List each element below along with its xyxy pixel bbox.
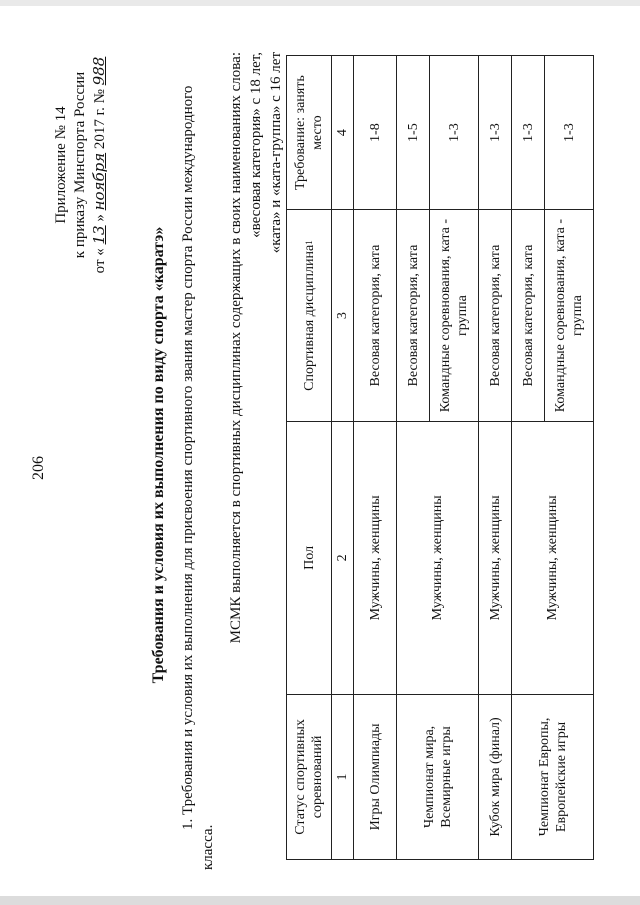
cell-status: Кубок мира (финал) [479, 694, 512, 859]
conditions-line2: «весовая категория» с 18 лет, [248, 52, 264, 238]
column-number: 2 [332, 421, 354, 694]
cell-sex: Мужчины, женщины [512, 421, 594, 694]
appendix-line1: Приложение № 14 [53, 106, 69, 224]
cell-place: 1-8 [354, 56, 397, 210]
table-row [397, 56, 430, 860]
conditions-line1: МСМК выполняется в спортивных дисциплинах содержащих в своих наименованиях слова: [228, 52, 244, 644]
cell-discipline: Командные соревнования, ката - группа [430, 210, 479, 422]
cell-sex: Мужчины, женщины [354, 421, 397, 694]
handwritten-number: 988 [90, 56, 108, 86]
cell-status: Чемпионат Европы, Европейские игры [512, 694, 594, 859]
cell-place: 1-3 [512, 56, 545, 210]
requirements-table [286, 55, 594, 860]
table-header-row [287, 56, 332, 860]
date-year: 2017 г. № [92, 89, 108, 150]
paragraph-msmk-conditions [226, 52, 286, 870]
date-prefix: от « [92, 248, 108, 274]
conditions-line3: «ката» и «ката-группа» с 16 лет [268, 52, 284, 254]
cell-sex: Мужчины, женщины [397, 421, 479, 694]
document-title: Требования и условия их выполнения по виду спорта «каратэ» [150, 226, 167, 684]
appendix-line2: к приказу Минспорта России [72, 71, 88, 259]
handwritten-month: ноября [90, 152, 108, 211]
cell-discipline: Командные соревнования, ката - группа [545, 210, 594, 422]
table-row [479, 56, 512, 860]
header-discipline [287, 210, 332, 422]
column-number: 1 [332, 694, 354, 859]
cell-discipline: Весовая категория, ката [512, 210, 545, 422]
cell-discipline: Весовая категория, ката [397, 210, 430, 422]
cell-sex: Мужчины, женщины [479, 421, 512, 694]
cell-place: 1-3 [479, 56, 512, 210]
column-number: 3 [332, 210, 354, 422]
cell-discipline: Весовая категория, ката [354, 210, 397, 422]
appendix-block [52, 30, 110, 300]
page-number: 206 [30, 456, 47, 480]
header-discipline-text: Спортивная дисциплина [301, 244, 317, 391]
table-row [354, 56, 397, 860]
cell-discipline: Весовая категория, ката [479, 210, 512, 422]
rotated-content [30, 40, 590, 870]
scan-edge-bottom [0, 896, 640, 905]
cell-status: Чемпионат мира, Всемирные игры [397, 694, 479, 859]
footnote-mark: 1 [303, 240, 314, 245]
date-mid: » [92, 214, 108, 222]
header-status: Статус спортивных соревнований [287, 694, 332, 859]
header-sex: Пол [287, 421, 332, 694]
handwritten-day: 13 [90, 225, 108, 245]
table-number-row [332, 56, 354, 860]
paragraph-requirements: 1. Требования и условия их выполнения для присвоения спортивного звания мастер спорта России международного класса. [180, 85, 216, 870]
cell-place: 1-3 [545, 56, 594, 210]
table-row [512, 56, 545, 860]
cell-place: 1-3 [430, 56, 479, 210]
cell-place: 1-5 [397, 56, 430, 210]
column-number: 4 [332, 56, 354, 210]
scan-edge-top [0, 0, 640, 6]
cell-status: Игры Олимпиады [354, 694, 397, 859]
header-place: Требование: занять место [287, 56, 332, 210]
appendix-date-line [90, 30, 110, 300]
